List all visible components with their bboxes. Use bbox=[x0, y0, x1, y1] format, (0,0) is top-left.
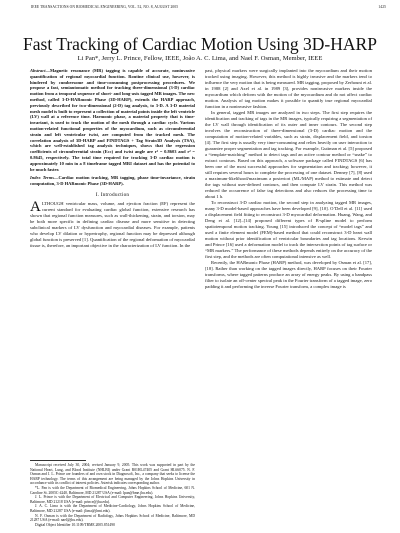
paper-title: Fast Tracking of Cardiac Motion Using 3D-HARP bbox=[23, 34, 377, 54]
footnotes bbox=[30, 463, 195, 527]
author-line: Li Pan*, Jerry L. Prince, Fellow, IEEE, João A. C. Lima, and Nael F. Osman, Member, IEEE bbox=[77, 55, 323, 62]
body-paragraph: past, physical markers were surgically implanted into the myocardium and their motion tracked using imaging. However, this method is highly invasive and the markers tend to influence the very motion that is being measured. MR tagging, proposed by Zerhouni et al. in 1988 [2] and Axel et al. in 1989 [3], provides noninvasive markers inside the myocardium which deform with the motion of the myocardium and do not affect cardiac motion. Analysis of tag motion makes it possible to quantify true regional myocardial function in a noninvasive fashion. bbox=[205, 68, 372, 109]
footnote-author-lima: J. A. C. Lima is with the Department of Medicine-Cardiology, Johns Hopkins School of Medicine, Baltimore, MD 21287 USA (e-mail: jlima@jhmi.edu). bbox=[30, 504, 195, 513]
index-terms-lead: Index Terms— bbox=[30, 175, 59, 181]
page-number: 1425 bbox=[378, 5, 386, 9]
abstract-text: Magnetic resonance (MR) tagging is capable of accurate, noninvasive quantification of regional myocardial function. Routine clinical use, however, is hindered by cumbersome and time-consuming postprocessing procedures. We propose a fast, semiautomatic method for tracking three-dimensional (3-D) cardiac motion from a temporal sequence of short- and long-axis tagged MR images. The new method, called 3-D-HARmonic Phase (3D-HARP), extends the HARP approach, previously described for two-dimensional (2-D) tag analysis, to 3-D. A 3-D material mesh model is built to represent a collection of material points inside the left ventricle (LV) wall at a reference time. Harmonic phase, a material property that is time-invariant, is used to track the motion of the mesh through a cardiac cycle. Various motion-related functional properties of the myocardium, such as circumferential strain and left ventricular twist, are computed from the tracked mesh. The correlation analysis of 3D-HARP and FINDTAGS + Tag Strain3D Analysis (TSA), which are well-established tag analysis techniques, shows that the regression coefficients of circumferential strain (Ecc) and twist angle are r² = 0.8603 and r² = 0.8645, respectively. The total time required for tracking 3-D cardiac motion is approximately 10 min in a 8 timeframe tagged MRI dataset and has the potential to be much faster. bbox=[30, 68, 195, 172]
index-terms-text: Cardiac motion tracking, MR tagging, phase time-invariance, strain computation, 3-D HARmonic Phase (3D-HARP). bbox=[30, 175, 195, 187]
left-column bbox=[30, 68, 195, 249]
abstract bbox=[30, 68, 195, 172]
section-heading-introduction: I. Introduction bbox=[95, 191, 130, 198]
footnote-author-osman: N. F. Osman is with the Department of Radiology, Johns Hopkins School of Medicine, Baltimore, MD 21287 USA (e-mail: nael@jhu.edu). bbox=[30, 513, 195, 523]
journal-header: IEEE TRANSACTIONS ON BIOMEDICAL ENGINEERING, VOL. 52, NO. 8, AUGUST 2005 bbox=[31, 5, 179, 9]
body-paragraph: Recently, the HARmonic Phase (HARP) method, was developed by Osman et al. [17], [18]. Rather than working on the tagged images directly, HARP focuses on their Fourier transforms, where tagged patterns produce an array of energy peaks. By using a bandpass filter to isolate an off-center spectral peak in the Fourier transform of a tagged image, zero padding it and performing the inverse Fourier transform, a complex image is bbox=[205, 260, 372, 289]
footnote-author-pan: *L. Pan is with the Department of Biomedical Engineering, Johns Hopkins School of Medicine, 601 N. Caroline St. 2005C-4240, Baltimore, MD 21287 USA (e-mail: lpan@bme.jhu.edu). bbox=[30, 485, 195, 495]
footnote-manuscript: Manuscript received July 30, 2004; revised January 9, 2005. This work was supported in part by the National Heart, Lung, and Blood Institute (NHLBI) under Grant R01HL47405 and Grant HL66075. N. F. Osman and J. L. Prince are founders of and own stock in Diagnosoft, Inc., a company that seeks to license the HARP technology. The terms of this arrangement are being managed by the Johns Hopkins University in accordance with its conflict of interest policies. Asterisk indicates corresponding author. bbox=[30, 463, 195, 486]
footnote-rule bbox=[30, 460, 86, 461]
intro-paragraph bbox=[30, 198, 195, 249]
index-terms bbox=[30, 175, 195, 187]
drop-cap: A bbox=[30, 198, 41, 215]
footnote-author-prince: J. L. Prince is with the Department of Electrical and Computer Engineering, Johns Hopkins University, Baltimore, MD 21218 USA (e-mail: prince@jhu.edu). bbox=[30, 495, 195, 504]
intro-text: LTHOUGH ventricular mass, volume, and ejection fraction (EF) represent the current standard for evaluating cardiac global function, extensive research has shown that regional function measures, such as wall-thickening, strain, and torsion, may be both more specific in defining cardiac disease and more sensitive in detecting subclinical markers of LV dysfunction and myocardial diseases. For example, patients who develop LV dilation or hypertrophy, regional function may be depressed although global function is preserved [1]. Quantification of the regional deformation of myocardial tissue is, therefore, an important objective in the characterization of LV function. In the bbox=[30, 200, 195, 248]
body-paragraph: To reconstruct 3-D cardiac motion, the second step in analyzing tagged MR images, many 3-D model-based approaches have been developed [9], [10]. O’Dell et al. [11] used a displacement field fitting to reconstruct 3-D myocardial deformation. Huang, Wang, and Deng et al. [12]–[14] proposed different types of B-spline model to perform spatiotemporal motion tracking. Young [15] introduced the concept of “model tags” and used a finite element model (FEM)-based method that could reconstruct 3-D heart wall motion without prior identification of ventricular boundaries and tag locations. Kerwin and Prince [16] used a deformation model to track the intersection points of tag surface or “MR markers.” The performance of these methods depends entirely on the accuracy of the first step, and the methods are often computational intensive as well. bbox=[205, 200, 372, 259]
body-paragraph: In general, tagged MR images are analyzed in two steps. The first step requires the identification and tracking of tags in the MR images, typically requiring a segmentation of the LV wall through identification of its outer and inner contours. The second step involves the reconstruction of three-dimensional (3-D) cardiac motion and the computation of motion-related variables, such as strain, displacement field, and torsion [4]. The first step is usually very time-consuming and relies heavily on user interaction to guarantee proper segmentation and tag tracking. For example, Guttman et al. [5] proposed a “template-matching” method to detect tags and an active contour method or “snake” to extract contours. Based on this approach, a software package called FINDTAGS [6] has been one of the most successful approaches for segmentation and tracking; however, it still requires several hours to complete the processing of one dataset. Denney [7], [8] used a maximum-likelihood/maximum a posteriori (ML/MAP) method to estimate and detect the tags without user-defined contours, and then compute LV strain. This method was reduced the occurrence of false tag detections and also reduces the processing time to about 1 h. bbox=[205, 110, 372, 199]
abstract-lead: Abstract— bbox=[30, 68, 51, 73]
footnote-doi: Digital Object Identifier 10.1109/TBME.2005.851490 bbox=[35, 522, 115, 527]
running-header bbox=[31, 5, 386, 9]
right-column bbox=[205, 68, 372, 290]
